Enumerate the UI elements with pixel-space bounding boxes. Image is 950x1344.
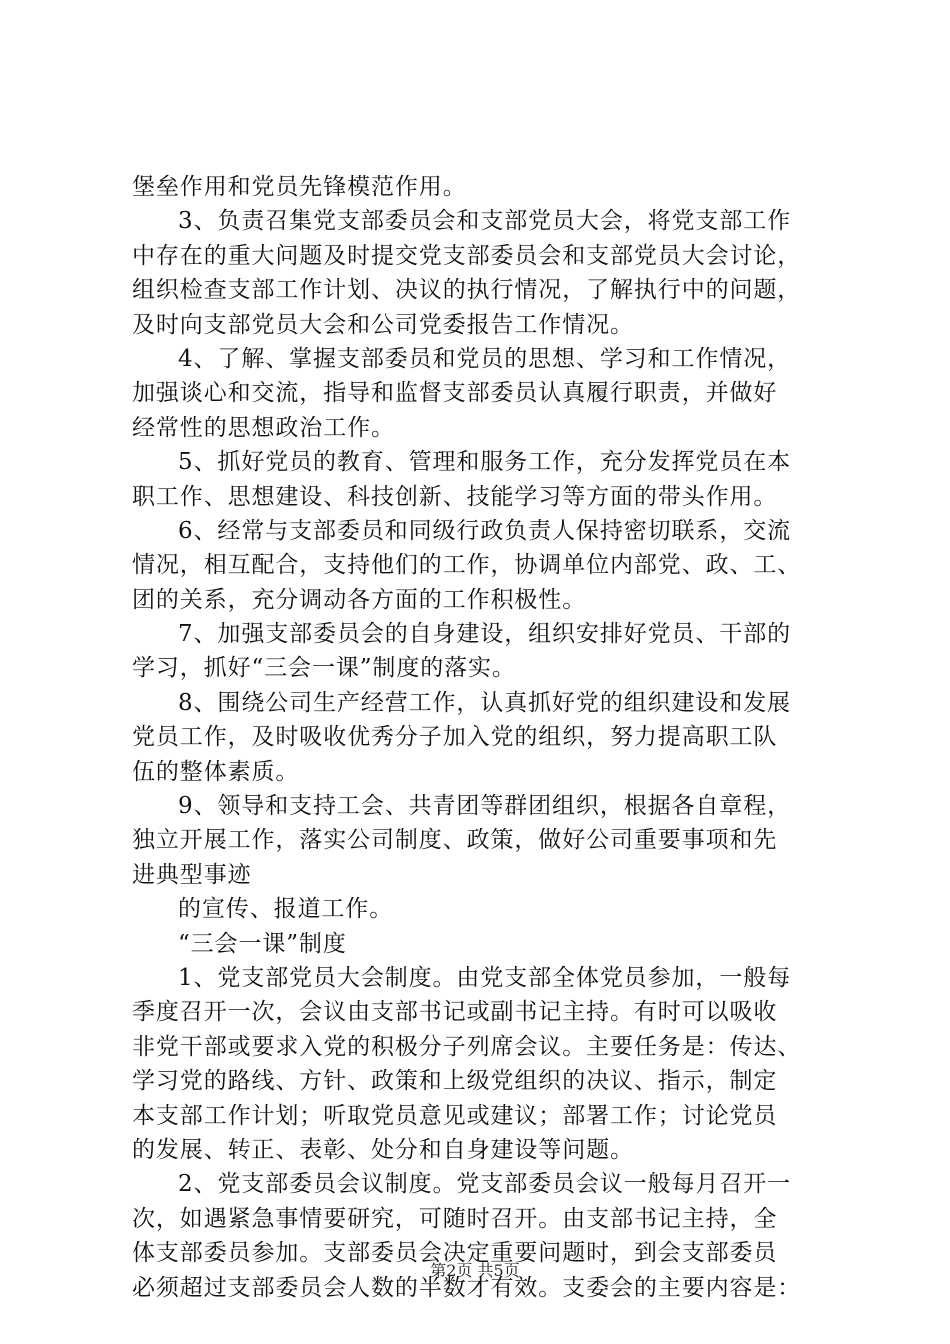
text-line: 独立开展工作，落实公司制度、政策，做好公司重要事项和先 — [132, 827, 778, 854]
text-line: 的发展、转正、表彰、处分和自身建设等问题。 — [132, 1136, 634, 1163]
text-line: 的宣传、报道工作。 — [178, 896, 394, 923]
text-line: 情况，相互配合，支持他们的工作，协调单位内部党、政、工、 — [132, 552, 802, 579]
text-line: “三会一课”制度 — [178, 930, 347, 957]
text-line: 次，如遇紧急事情要研究，可随时召开。由支部书记主持，全 — [132, 1205, 778, 1232]
text-line: 本支部工作计划；听取党员意见或建议；部署工作；讨论党员 — [132, 1102, 778, 1129]
text-line: 中存在的重大问题及时提交党支部委员会和支部党员大会讨论， — [132, 242, 802, 269]
text-line: 学习党的路线、方针、政策和上级党组织的决议、指示，制定 — [132, 1068, 778, 1095]
text-line: 组织检查支部工作计划、决议的执行情况，了解执行中的问题， — [132, 277, 802, 304]
text-line: 职工作、思想建设、科技创新、技能学习等方面的带头作用。 — [132, 483, 778, 510]
text-line: 季度召开一次，会议由支部书记或副书记主持。有时可以吸收 — [132, 999, 778, 1026]
page-footer: 第2页 共5页 — [430, 1261, 520, 1280]
text-line: 必须超过支部委员会人数的半数才有效。支委会的主要内容是： — [132, 1274, 802, 1301]
text-line: 非党干部或要求入党的积极分子列席会议。主要任务是：传达、 — [132, 1033, 802, 1060]
text-line: 3、负责召集党支部委员会和支部党员大会，将党支部工作 — [178, 208, 792, 235]
text-line: 体支部委员参加。支部委员会决定重要问题时，到会支部委员 — [132, 1240, 778, 1267]
text-line: 及时向支部党员大会和公司党委报告工作情况。 — [132, 311, 634, 338]
document-body — [132, 170, 852, 1305]
text-line: 5、抓好党员的教育、管理和服务工作，充分发挥党员在本 — [178, 449, 792, 476]
text-line: 堡垒作用和党员先锋模范作用。 — [132, 174, 467, 200]
text-line: 经常性的思想政治工作。 — [132, 414, 395, 441]
text-line: 学习，抓好“三会一课”制度的落实。 — [132, 655, 516, 682]
text-line: 2、党支部委员会议制度。党支部委员会议一般每月召开一 — [178, 1171, 792, 1198]
text-line: 1、党支部党员大会制度。由党支部全体党员参加，一般每 — [178, 964, 792, 991]
text-line: 4、了解、掌握支部委员和党员的思想、学习和工作情况， — [178, 345, 792, 372]
text-line: 加强谈心和交流，指导和监督支部委员认真履行职责，并做好 — [132, 380, 778, 407]
text-line: 7、加强支部委员会的自身建设，组织安排好党员、干部的 — [178, 621, 792, 648]
text-line: 党员工作，及时吸收优秀分子加入党的组织，努力提高职工队 — [132, 724, 778, 751]
text-line: 9、领导和支持工会、共青团等群团组织，根据各自章程， — [178, 793, 792, 820]
text-line: 8、围绕公司生产经营工作，认真抓好党的组织建设和发展 — [178, 689, 792, 716]
text-line: 团的关系，充分调动各方面的工作积极性。 — [132, 586, 587, 613]
text-line: 6、经常与支部委员和同级行政负责人保持密切联系，交流 — [178, 517, 792, 544]
text-line: 伍的整体素质。 — [132, 758, 300, 785]
text-line: 进典型事迹 — [132, 861, 252, 888]
